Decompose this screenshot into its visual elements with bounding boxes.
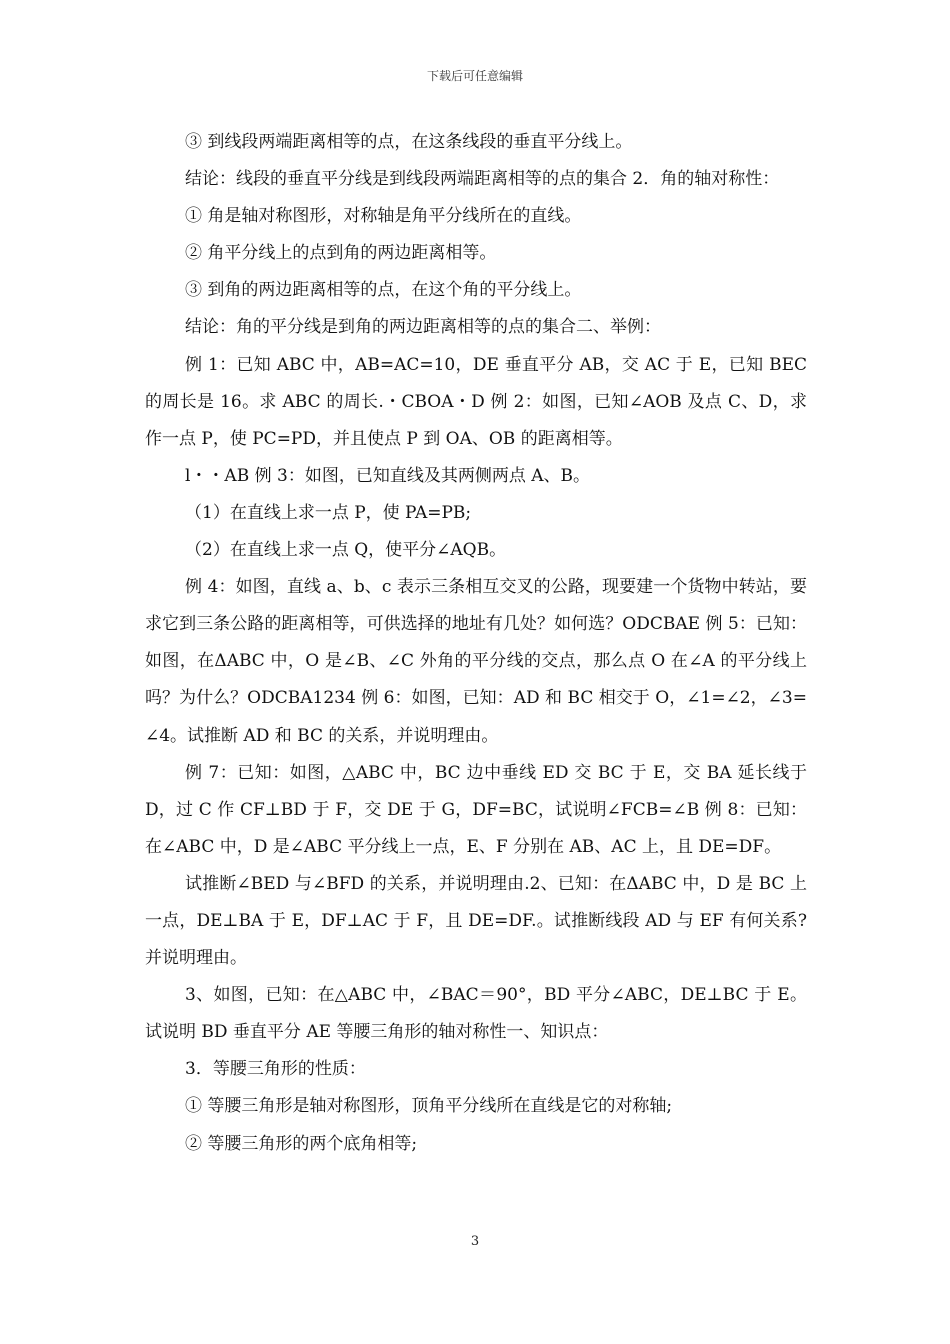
paragraph: 例 4：如图，直线 a、b、c 表示三条相互交叉的公路，现要建一个货物中转站，要求它到三条公路的距离相等，可供选择的地址有几处？如何选？ODCBAE 例 5：已知：如图，在ΔABC 中，O 是∠B、∠C 外角的平分线的交点，那么点 O 在∠A 的平分线上吗？为什么？ODCBA1234 例 6：如图，已知：AD 和 BC 相交于 O，∠1=∠2，∠3=∠4。试推断 AD 和 BC 的关系，并说明理由。 — [145, 577, 807, 746]
paragraph: 结论：线段的垂直平分线是到线段两端距离相等的点的集合 2．角的轴对称性： — [185, 169, 780, 190]
paragraph: 3．等腰三角形的性质： — [185, 1059, 366, 1080]
paragraph: 例 7：已知：如图，△ABC 中，BC 边中垂线 ED 交 BC 于 E，交 BA 延长线于 D，过 C 作 CF⊥BD 于 F，交 DE 于 G，DF=BC，试说明∠FCB=∠B 例 8：已知：在∠ABC 中，D 是∠ABC 平分线上一点，E、F 分别在 AB、AC 上，且 DE=DF。 — [145, 762, 807, 857]
paragraph: ① 等腰三角形是轴对称图形，顶角平分线所在直线是它的对称轴; — [185, 1096, 673, 1117]
paragraph: ② 角平分线上的点到角的两边距离相等。 — [185, 243, 497, 264]
paragraph: （2）在直线上求一点 Q，使平分∠AQB。 — [185, 540, 507, 561]
paragraph: ① 角是轴对称图形，对称轴是角平分线所在的直线。 — [185, 206, 582, 227]
paragraph: 3、如图，已知：在△ABC 中，∠BAC＝90°，BD 平分∠ABC，DE⊥BC 于 E。试说明 BD 垂直平分 AE 等腰三角形的轴对称性一、知识点： — [145, 985, 807, 1043]
page-header: 下载后可任意编辑 — [426, 69, 523, 83]
paragraph: ② 等腰三角形的两个底角相等; — [185, 1133, 418, 1154]
paragraph: 结论：角的平分线是到角的两边距离相等的点的集合二、举例： — [185, 317, 661, 338]
paragraph: ③ 到线段两端距离相等的点，在这条线段的垂直平分线上。 — [185, 132, 633, 152]
paragraph: ③ 到角的两边距离相等的点，在这个角的平分线上。 — [185, 280, 582, 301]
page-number: 3 — [470, 1234, 480, 1249]
document-body — [145, 124, 807, 1163]
paragraph: （1）在直线上求一点 P，使 PA=PB; — [185, 502, 472, 523]
paragraph: 例 1：已知 ABC 中，AB=AC=10，DE 垂直平分 AB，交 AC 于 E，已知 BEC 的周长是 16。求 ABC 的周长.・CBOA・D 例 2：如图，已知∠AOB 及点 C、D，求作一点 P，使 PC=PD，并且使点 P 到 OA、OB 的距离相等。 — [145, 354, 807, 449]
paragraph: 试推断∠BED 与∠BFD 的关系，并说明理由.2、已知：在ΔABC 中，D 是 BC 上一点，DE⊥BA 于 E，DF⊥AC 于 F，且 DE=DF.。试推断线段 AD 与 EF 有何关系?并说明理由。 — [145, 873, 807, 969]
paragraph: l・・AB 例 3：如图，已知直线及其两侧两点 A、B。 — [185, 465, 591, 486]
